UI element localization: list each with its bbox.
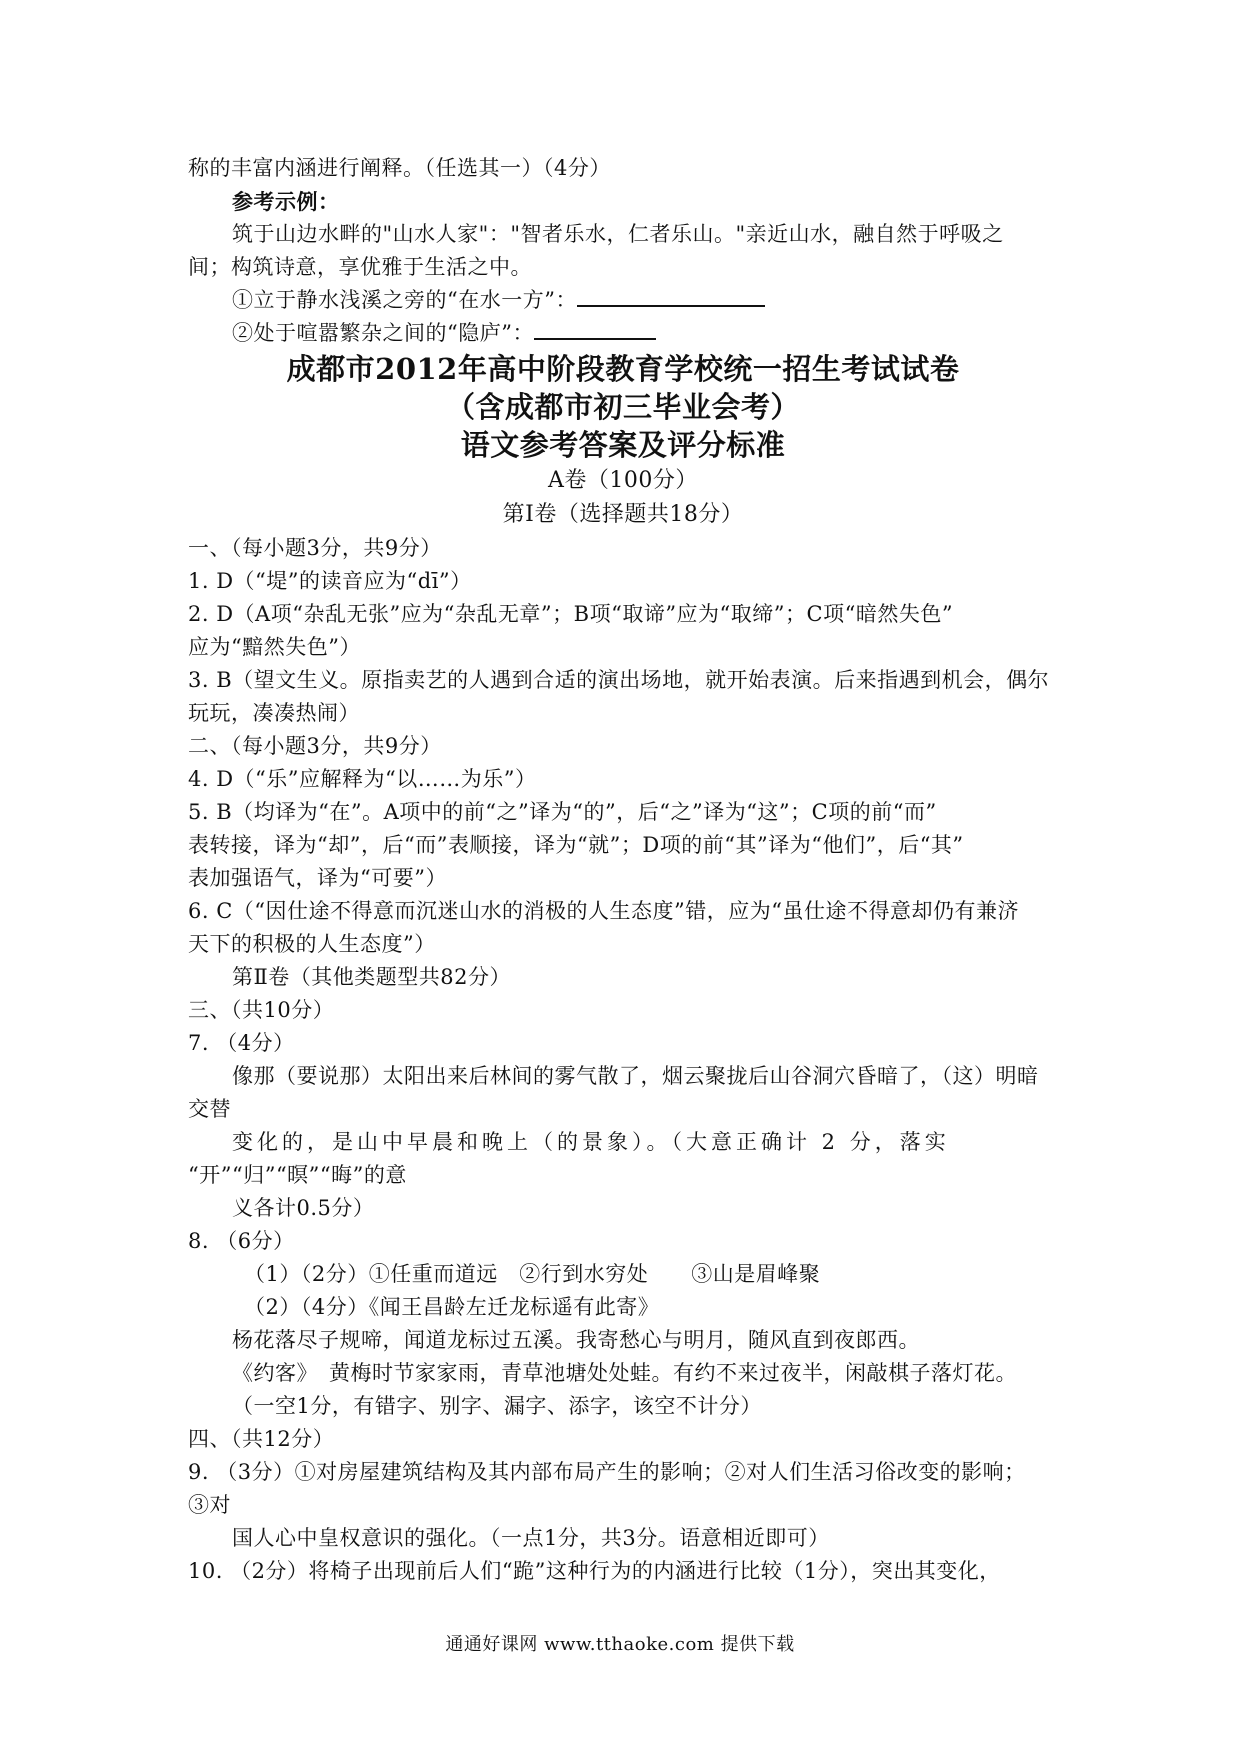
answer-q5-cont: 表加强语气，译为“可要”）: [188, 866, 447, 890]
answer-q8-1: （1）（2分）①任重而道远 ②行到水穷处 ③山是眉峰聚: [244, 1262, 821, 1286]
example-label: 参考示例：: [232, 189, 340, 214]
document-content: [188, 152, 1058, 1588]
section-3-heading: 三、（共10分）: [188, 998, 335, 1022]
answer-q5: 5. B（均译为“在”。A项中的前“之”译为“的”，后“之”译为“这”；C项的前“而”: [188, 800, 937, 824]
text-line: 称的丰富内涵进行阐释。（任选其一）（4分）: [188, 156, 611, 180]
answer-q3: 3. B（望文生义。原指卖艺的人遇到合适的演出场地，就开始表演。后来指遇到机会，偶尔: [188, 668, 1050, 692]
answer-q2-cont: 应为“黯然失色”）: [188, 635, 361, 659]
answer-q7-text: 交替: [188, 1097, 231, 1121]
answer-q1: 1. D（“堤”的读音应为“dī”）: [188, 569, 472, 593]
answer-q3-cont: 玩玩，凑凑热闹）: [188, 701, 360, 725]
part-2-heading: 第Ⅱ卷（其他类题型共82分）: [232, 965, 511, 989]
answer-blank-2: [534, 320, 656, 340]
answer-q8: 8. （6分）: [188, 1229, 295, 1253]
answer-title: 语文参考答案及评分标准: [460, 428, 786, 462]
answer-q6: 6. C（“因仕途不得意而沉迷山水的消极的人生态度”错，应为“虽仕途不得意却仍有兼济: [188, 899, 1019, 923]
poem-line: 《约客》 黄梅时节家家雨，青草池塘处处蛙。有约不来过夜半，闲敲棋子落灯花。: [232, 1361, 1017, 1385]
answer-q7-text: 义各计0.5分）: [232, 1196, 375, 1220]
answer-q7-text: “开”“归”“暝”“晦”的意: [188, 1163, 407, 1187]
answer-q7-text: 变化的，是山中早晨和晚上（的景象）。（大意正确计 2 分，落实: [232, 1130, 950, 1154]
part-1-heading: 第Ⅰ卷（选择题共18分）: [502, 502, 744, 527]
fill-blank-2: [188, 317, 1058, 350]
answer-q9-cont: ③对: [188, 1493, 231, 1517]
answer-q7-text: 像那（要说那）太阳出来后林间的雾气散了，烟云聚拢后山谷洞穴昏暗了，（这）明暗: [232, 1064, 1039, 1088]
section-4-heading: 四、（共12分）: [188, 1427, 335, 1451]
poem-line: 杨花落尽子规啼，闻道龙标过五溪。我寄愁心与明月，随风直到夜郎西。: [232, 1328, 920, 1352]
fill-blank-2-label: ②处于喧嚣繁杂之间的“隐庐”：: [232, 321, 534, 345]
section-a-heading: A卷（100分）: [548, 468, 698, 493]
fill-blank-1-label: ①立于静水浅溪之旁的“在水一方”：: [232, 288, 577, 312]
answer-q9-cont: 国人心中皇权意识的强化。（一点1分，共3分。语意相近即可）: [232, 1526, 830, 1550]
fill-blank-1: [188, 284, 1058, 317]
answer-q5-cont: 表转接，译为“却”，后“而”表顺接，译为“就”；D项的前“其”译为“他们”，后“其”: [188, 833, 964, 857]
answer-q8-2: （2）（4分）《闻王昌龄左迁龙标遥有此寄》: [244, 1295, 660, 1319]
page-footer: 通通好课网 www.tthaoke.com 提供下载: [445, 1634, 795, 1655]
main-title: 成都市2012年高中阶段教育学校统一招生考试试卷: [286, 352, 960, 386]
answer-blank-1: [577, 287, 765, 307]
answer-q7: 7. （4分）: [188, 1031, 295, 1055]
example-text: 筑于山边水畔的"山水人家"："智者乐水，仁者乐山。"亲近山水，融自然于呼吸之: [232, 222, 1004, 246]
answer-q2: 2. D（A项“杂乱无张”应为“杂乱无章”；B项“取谛”应为“取缔”；C项“暗然失色”: [188, 602, 954, 626]
scoring-note: （一空1分，有错字、别字、漏字、添字，该空不计分）: [232, 1394, 762, 1418]
answer-q6-cont: 天下的积极的人生态度”）: [188, 932, 436, 956]
answer-q10: 10. （2分）将椅子出现前后人们“跪”这种行为的内涵进行比较（1分），突出其变化，: [188, 1559, 1001, 1583]
answer-q4: 4. D（“乐”应解释为“以……为乐”）: [188, 767, 537, 791]
example-text-cont: 间；构筑诗意，享优雅于生活之中。: [188, 255, 532, 279]
section-1-heading: 一、（每小题3分，共9分）: [188, 536, 442, 560]
section-2-heading: 二、（每小题3分，共9分）: [188, 734, 442, 758]
answer-q9: 9. （3分）①对房屋建筑结构及其内部布局产生的影响；②对人们生活习俗改变的影响；: [188, 1460, 1026, 1484]
main-title-sub: （含成都市初三毕业会考）: [445, 390, 800, 424]
